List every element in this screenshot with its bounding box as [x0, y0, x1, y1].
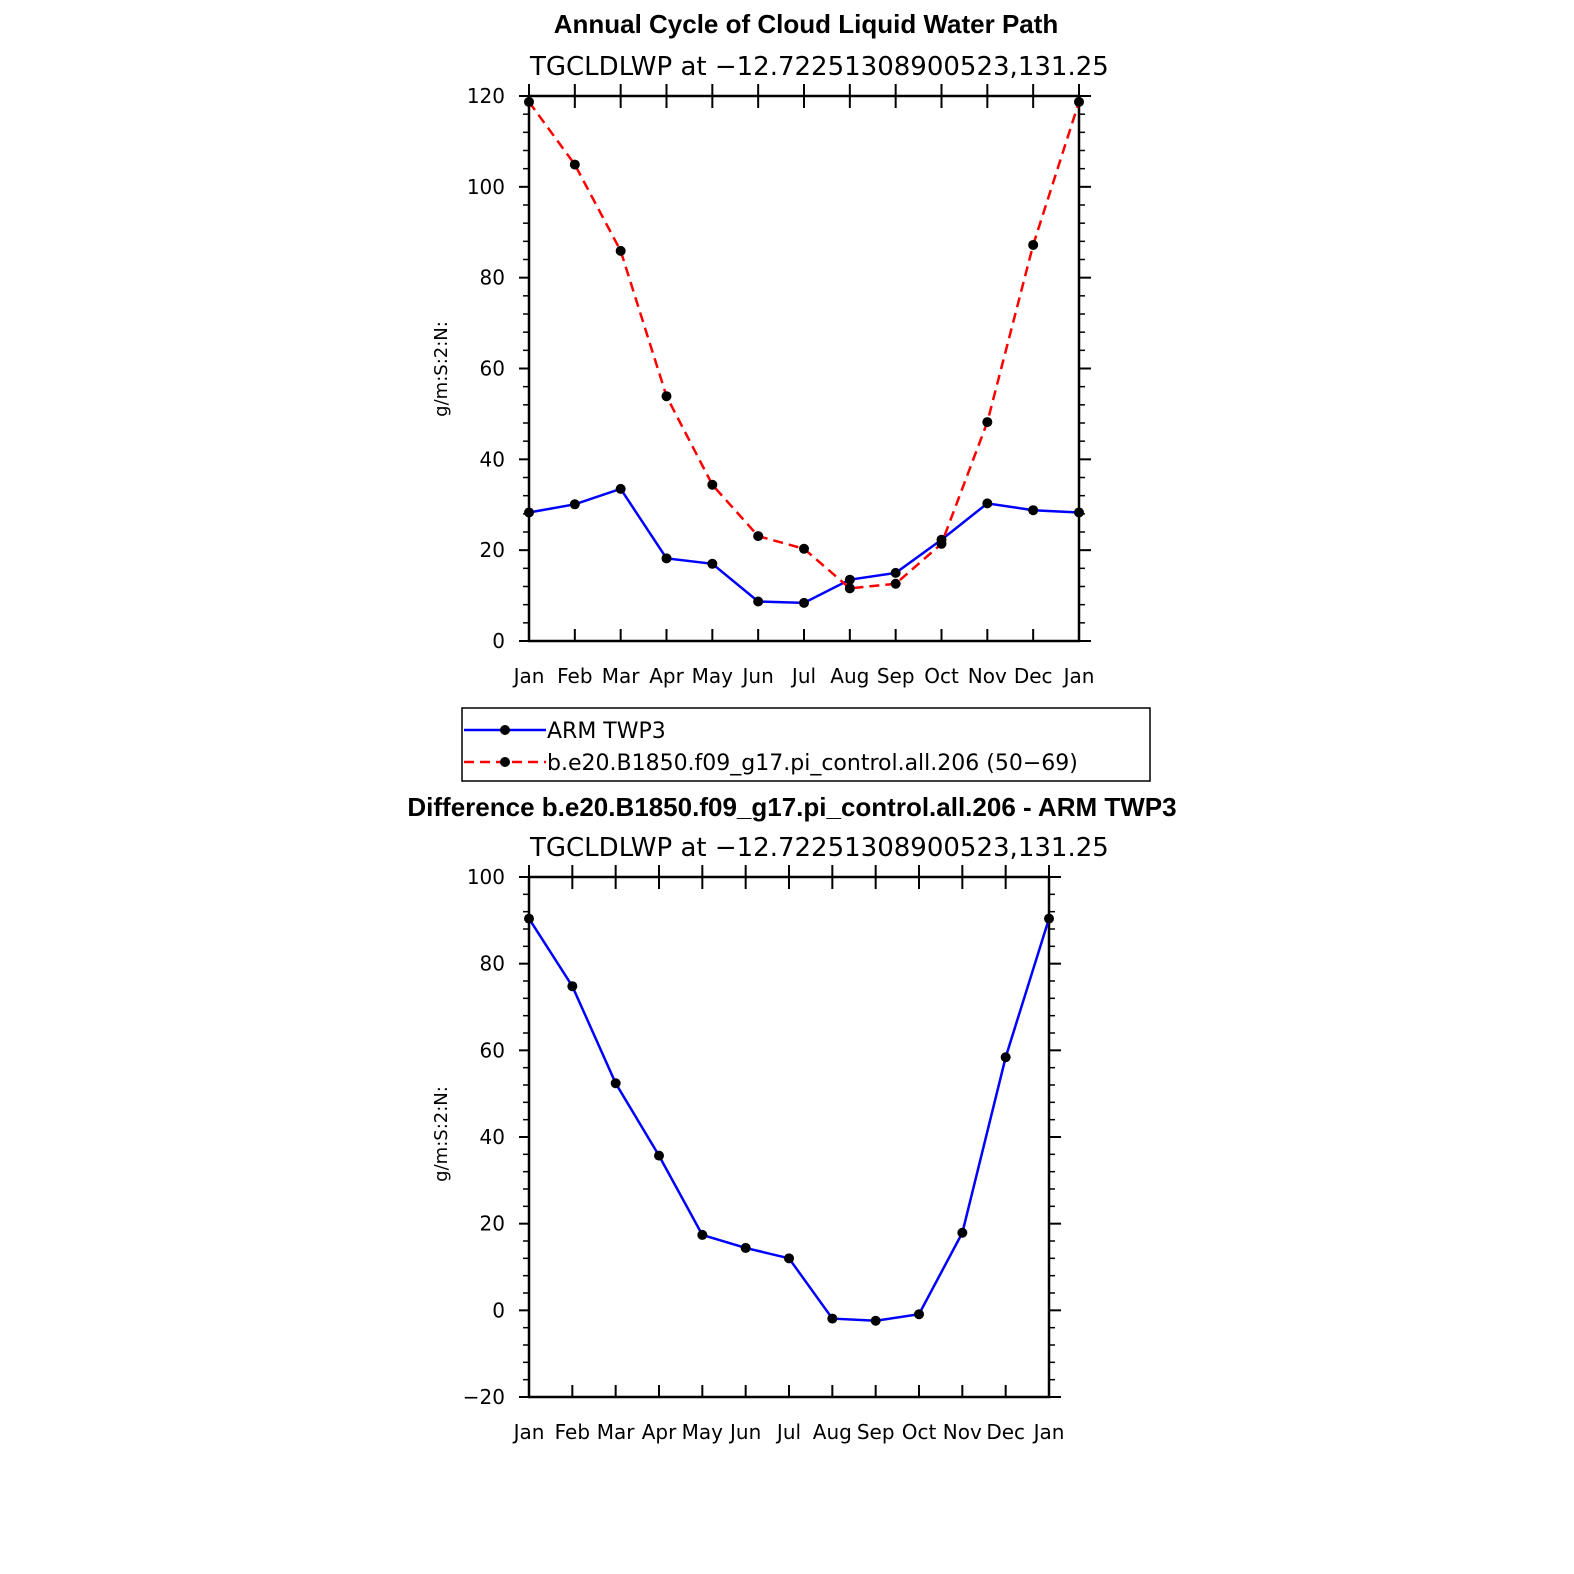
chart1-series-1-point — [1028, 240, 1038, 250]
chart1-subtitle: TGCLDLWP at −12.72251308900523,131.25 — [530, 52, 1109, 82]
chart2-series-0-point — [827, 1314, 837, 1324]
chart2-series-0-point — [611, 1078, 621, 1088]
chart1-series-1-point — [845, 583, 855, 593]
chart2-series-0-point — [697, 1230, 707, 1240]
chart1-series-0-point — [799, 598, 809, 608]
chart2-ylabel: g/m:S:2:N: — [431, 1086, 452, 1182]
chart1-ytick-label: 80 — [479, 265, 505, 290]
chart1-series-1-point — [707, 480, 717, 490]
chart2-series-0-point — [1044, 914, 1054, 924]
chart2-xtick-label: Jan — [1033, 1420, 1065, 1444]
chart1-ytick-label: 0 — [492, 629, 505, 653]
chart1-series-1-point — [570, 160, 580, 170]
chart1-series-0-point — [753, 596, 763, 606]
legend-marker-arm — [500, 725, 510, 735]
chart1-ytick-label: 60 — [479, 356, 505, 381]
chart2-series-0-point — [741, 1243, 751, 1253]
chart1-xtick-label: Jan — [513, 664, 545, 688]
chart2-ytick-label: 0 — [492, 1298, 505, 1323]
chart2-frame — [529, 877, 1049, 1397]
chart1-series-1-point — [982, 417, 992, 427]
chart2-xtick-label: Mar — [596, 1420, 635, 1444]
chart1-title: Annual Cycle of Cloud Liquid Water Path — [553, 9, 1059, 39]
chart2-title: Difference b.e20.B1850.f09_g17.pi_control.all.206 - ARM TWP3 — [407, 792, 1177, 822]
chart2-ytick-label: 80 — [479, 951, 505, 976]
chart1-series-1-point — [662, 391, 672, 401]
chart1-xtick-label: Feb — [557, 664, 593, 688]
chart2-xtick-label: Dec — [986, 1420, 1026, 1444]
chart2-xtick-label: Jun — [730, 1420, 762, 1444]
chart2-xtick-label: Jul — [776, 1420, 802, 1444]
chart2-ytick-label: 60 — [479, 1038, 505, 1063]
chart1-xtick-label: Mar — [601, 664, 640, 688]
chart2-series-0-point — [914, 1309, 924, 1319]
chart1-series-0-point — [845, 575, 855, 585]
chart1-series-1-point — [891, 579, 901, 589]
chart1-series-0-point — [891, 568, 901, 578]
chart2-xtick-label: Nov — [942, 1420, 982, 1444]
chart2-series-0-point — [871, 1316, 881, 1326]
chart1-xtick-label: May — [691, 664, 734, 688]
chart1-series-0-point — [524, 507, 534, 517]
chart1-xtick-label: Aug — [830, 664, 870, 688]
chart1-ytick-label: 20 — [479, 538, 505, 563]
chart2-subtitle: TGCLDLWP at −12.72251308900523,131.25 — [530, 833, 1109, 863]
chart1-series-1-point — [1074, 97, 1084, 107]
chart1-series-1-point — [753, 531, 763, 541]
chart2-series-0-point — [567, 981, 577, 991]
chart1-xtick-label: Jun — [742, 664, 774, 688]
chart1-series-0-point — [616, 484, 626, 494]
chart1-xtick-label: Jul — [791, 664, 817, 688]
chart1-ytick-label: 40 — [479, 447, 505, 472]
chart1-series-1-line — [529, 102, 1079, 588]
chart1-ytick-label: 100 — [466, 174, 505, 199]
legend-marker-model — [500, 757, 510, 767]
chart1-series-1-point — [524, 97, 534, 107]
chart1-xtick-label: Dec — [1013, 664, 1053, 688]
chart1-series-0-point — [982, 498, 992, 508]
chart2-series-0-point — [1001, 1052, 1011, 1062]
chart1-series-0-point — [1028, 505, 1038, 515]
chart1-xtick-label: Sep — [876, 664, 915, 688]
chart1-frame — [529, 96, 1079, 641]
chart1-xtick-label: Nov — [967, 664, 1007, 688]
chart2-series-0-point — [524, 914, 534, 924]
chart2-xtick-label: Apr — [641, 1420, 677, 1444]
legend-label-arm: ARM TWP3 — [547, 719, 666, 744]
chart2-xtick-label: Feb — [554, 1420, 591, 1444]
chart1-ytick-label: 120 — [466, 84, 505, 108]
chart1-series-1-point — [799, 544, 809, 554]
chart2-plot — [463, 865, 1065, 1444]
chart1-series-1-point — [937, 539, 947, 549]
chart2-ytick-label: −20 — [462, 1385, 505, 1409]
chart2-series-0-point — [957, 1228, 967, 1238]
chart2-series-0-point — [654, 1151, 664, 1161]
chart1-ylabel: g/m:S:2:N: — [431, 321, 452, 417]
chart1-plot — [467, 84, 1095, 688]
chart2-ytick-label: 40 — [479, 1125, 505, 1149]
chart2-xtick-label: Oct — [901, 1420, 937, 1444]
chart2-xtick-label: Aug — [812, 1420, 852, 1444]
chart1-xtick-label: Apr — [649, 664, 684, 688]
chart1-legend — [462, 708, 1150, 781]
chart2-xtick-label: Jan — [513, 1420, 545, 1444]
chart2-ytick-label: 100 — [466, 865, 505, 889]
chart1-xtick-label: Oct — [924, 664, 959, 688]
chart1-series-0-point — [570, 499, 580, 509]
chart2-xtick-label: May — [681, 1420, 724, 1444]
legend-label-model: b.e20.B1850.f09_g17.pi_control.all.206 (50−69) — [547, 751, 1078, 776]
chart1-series-0-point — [662, 553, 672, 563]
chart1-series-0-point — [1074, 507, 1084, 517]
chart1-xtick-label: Jan — [1063, 664, 1095, 688]
chart2-ytick-label: 20 — [479, 1211, 505, 1236]
chart1-series-1-point — [616, 246, 626, 256]
chart2-series-0-point — [784, 1253, 794, 1263]
chart2-xtick-label: Sep — [856, 1420, 895, 1444]
chart1-series-0-point — [707, 559, 717, 569]
